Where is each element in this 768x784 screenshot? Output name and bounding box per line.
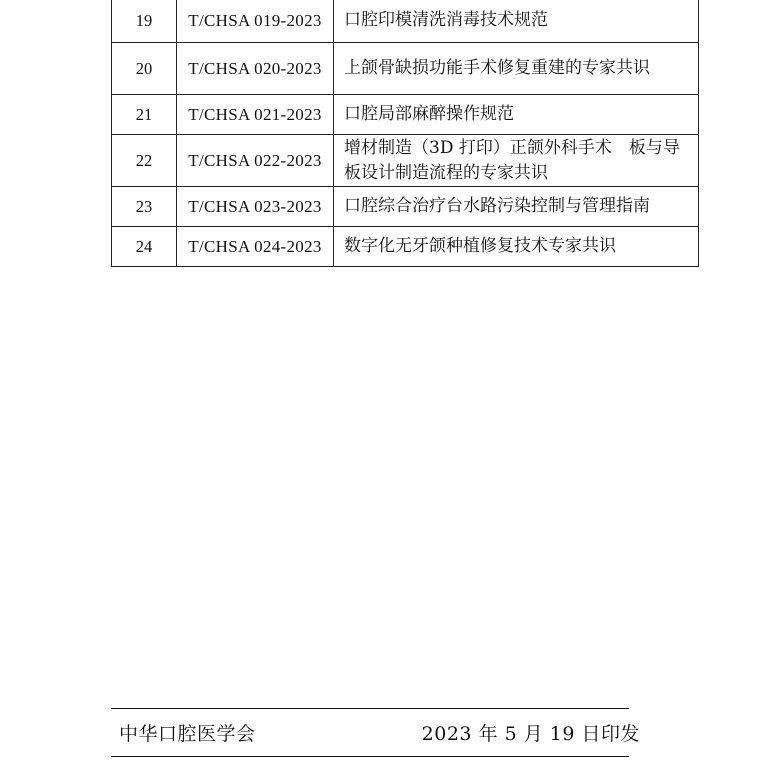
standard-title: 数字化无牙颌种植修复技术专家共识 [334,227,699,267]
footer-bottom-rule [111,756,629,757]
standard-code: T/CHSA 022-2023 [177,135,334,187]
issuing-organization: 中华口腔医学会 [119,723,256,745]
standard-title: 口腔局部麻醉操作规范 [334,95,699,135]
table-row [112,0,699,43]
standards-table [111,0,699,267]
row-number: 23 [112,187,177,227]
row-number: 21 [112,95,177,135]
standard-code: T/CHSA 023-2023 [177,187,334,227]
standard-title: 口腔印模清洗消毒技术规范 [334,0,699,43]
row-number: 24 [112,227,177,267]
issue-date: 2023 年 5 月 19 日印发 [421,723,640,745]
row-number: 19 [112,0,177,43]
table-row [112,43,699,95]
table-row [112,95,699,135]
standard-title: 口腔综合治疗台水路污染控制与管理指南 [334,187,699,227]
standard-code: T/CHSA 024-2023 [177,227,334,267]
table-row [112,135,699,187]
standard-code: T/CHSA 021-2023 [177,95,334,135]
standard-title: 增材制造（3D 打印）正颌外科手术 板与导板设计制造流程的专家共识 [334,135,699,187]
row-number: 22 [112,135,177,187]
footer-top-rule [111,708,629,709]
table-row [112,227,699,267]
row-number: 20 [112,43,177,95]
table-row [112,187,699,227]
standard-code: T/CHSA 020-2023 [177,43,334,95]
standard-code: T/CHSA 019-2023 [177,0,334,43]
standard-title: 上颌骨缺损功能手术修复重建的专家共识 [334,43,699,95]
